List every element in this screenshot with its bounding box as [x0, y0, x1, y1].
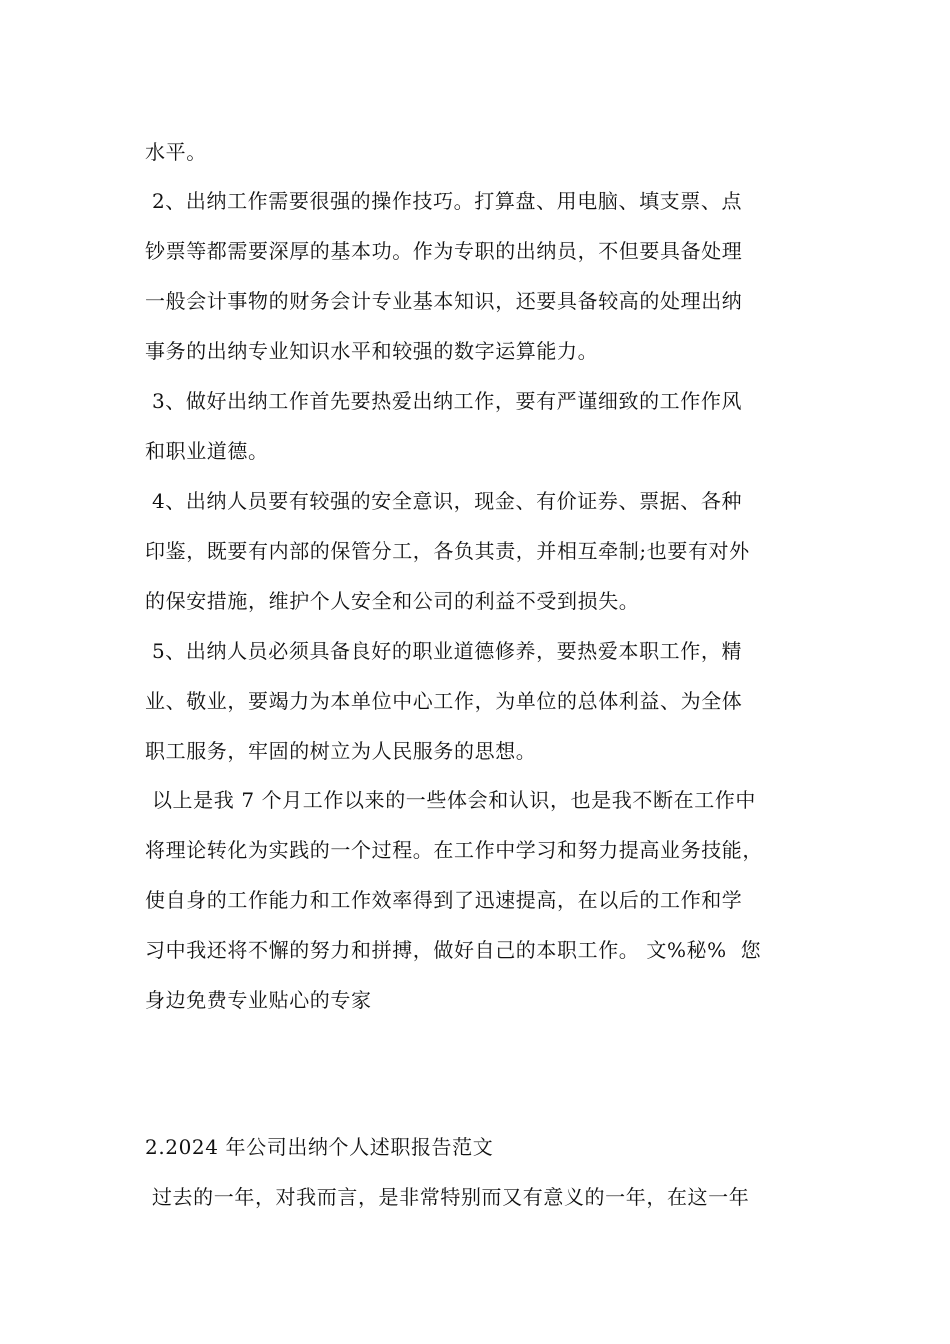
- text-line: 和职业道德。: [145, 439, 269, 463]
- text-line: 2、出纳工作需要很强的操作技巧。打算盘、用电脑、填支票、点: [145, 189, 743, 213]
- text-line: 4、出纳人员要有较强的安全意识，现金、有价证券、票据、各种: [145, 489, 743, 513]
- text-line: 以上是我 7 个月工作以来的一些体会和认识，也是我不断在工作中: [145, 788, 756, 812]
- text-line: 业、敬业，要竭力为本单位中心工作，为单位的总体利益、为全体: [145, 689, 743, 713]
- text-line: 水平。: [145, 140, 207, 164]
- section-heading: 2.2024 年公司出纳个人述职报告范文: [145, 1135, 494, 1159]
- text-line: 3、做好出纳工作首先要热爱出纳工作，要有严谨细致的工作作风: [145, 389, 743, 413]
- text-line: 职工服务，牢固的树立为人民服务的思想。: [145, 739, 537, 763]
- text-line: 的保安措施，维护个人安全和公司的利益不受到损失。: [145, 589, 640, 613]
- text-line: 钞票等都需要深厚的基本功。作为专职的出纳员，不但要具备处理: [145, 239, 743, 263]
- text-line: 印鉴，既要有内部的保管分工，各负其责，并相互牵制;也要有对外: [145, 539, 750, 563]
- text-line: 过去的一年，对我而言，是非常特别而又有意义的一年，在这一年: [145, 1185, 750, 1209]
- text-line: 5、出纳人员必须具备良好的职业道德修养，要热爱本职工作，精: [145, 639, 743, 663]
- text-line: 习中我还将不懈的努力和拼搏，做好自己的本职工作。 文%秘% 您: [145, 938, 762, 962]
- text-line: 事务的出纳专业知识水平和较强的数字运算能力。: [145, 339, 599, 363]
- text-line: 使自身的工作能力和工作效率得到了迅速提高，在以后的工作和学: [145, 888, 743, 912]
- text-line: 身边免费专业贴心的专家: [145, 988, 372, 1012]
- text-line: 一般会计事物的财务会计专业基本知识，还要具备较高的处理出纳: [145, 289, 743, 313]
- text-line: 将理论转化为实践的一个过程。在工作中学习和努力提高业务技能，: [145, 838, 763, 862]
